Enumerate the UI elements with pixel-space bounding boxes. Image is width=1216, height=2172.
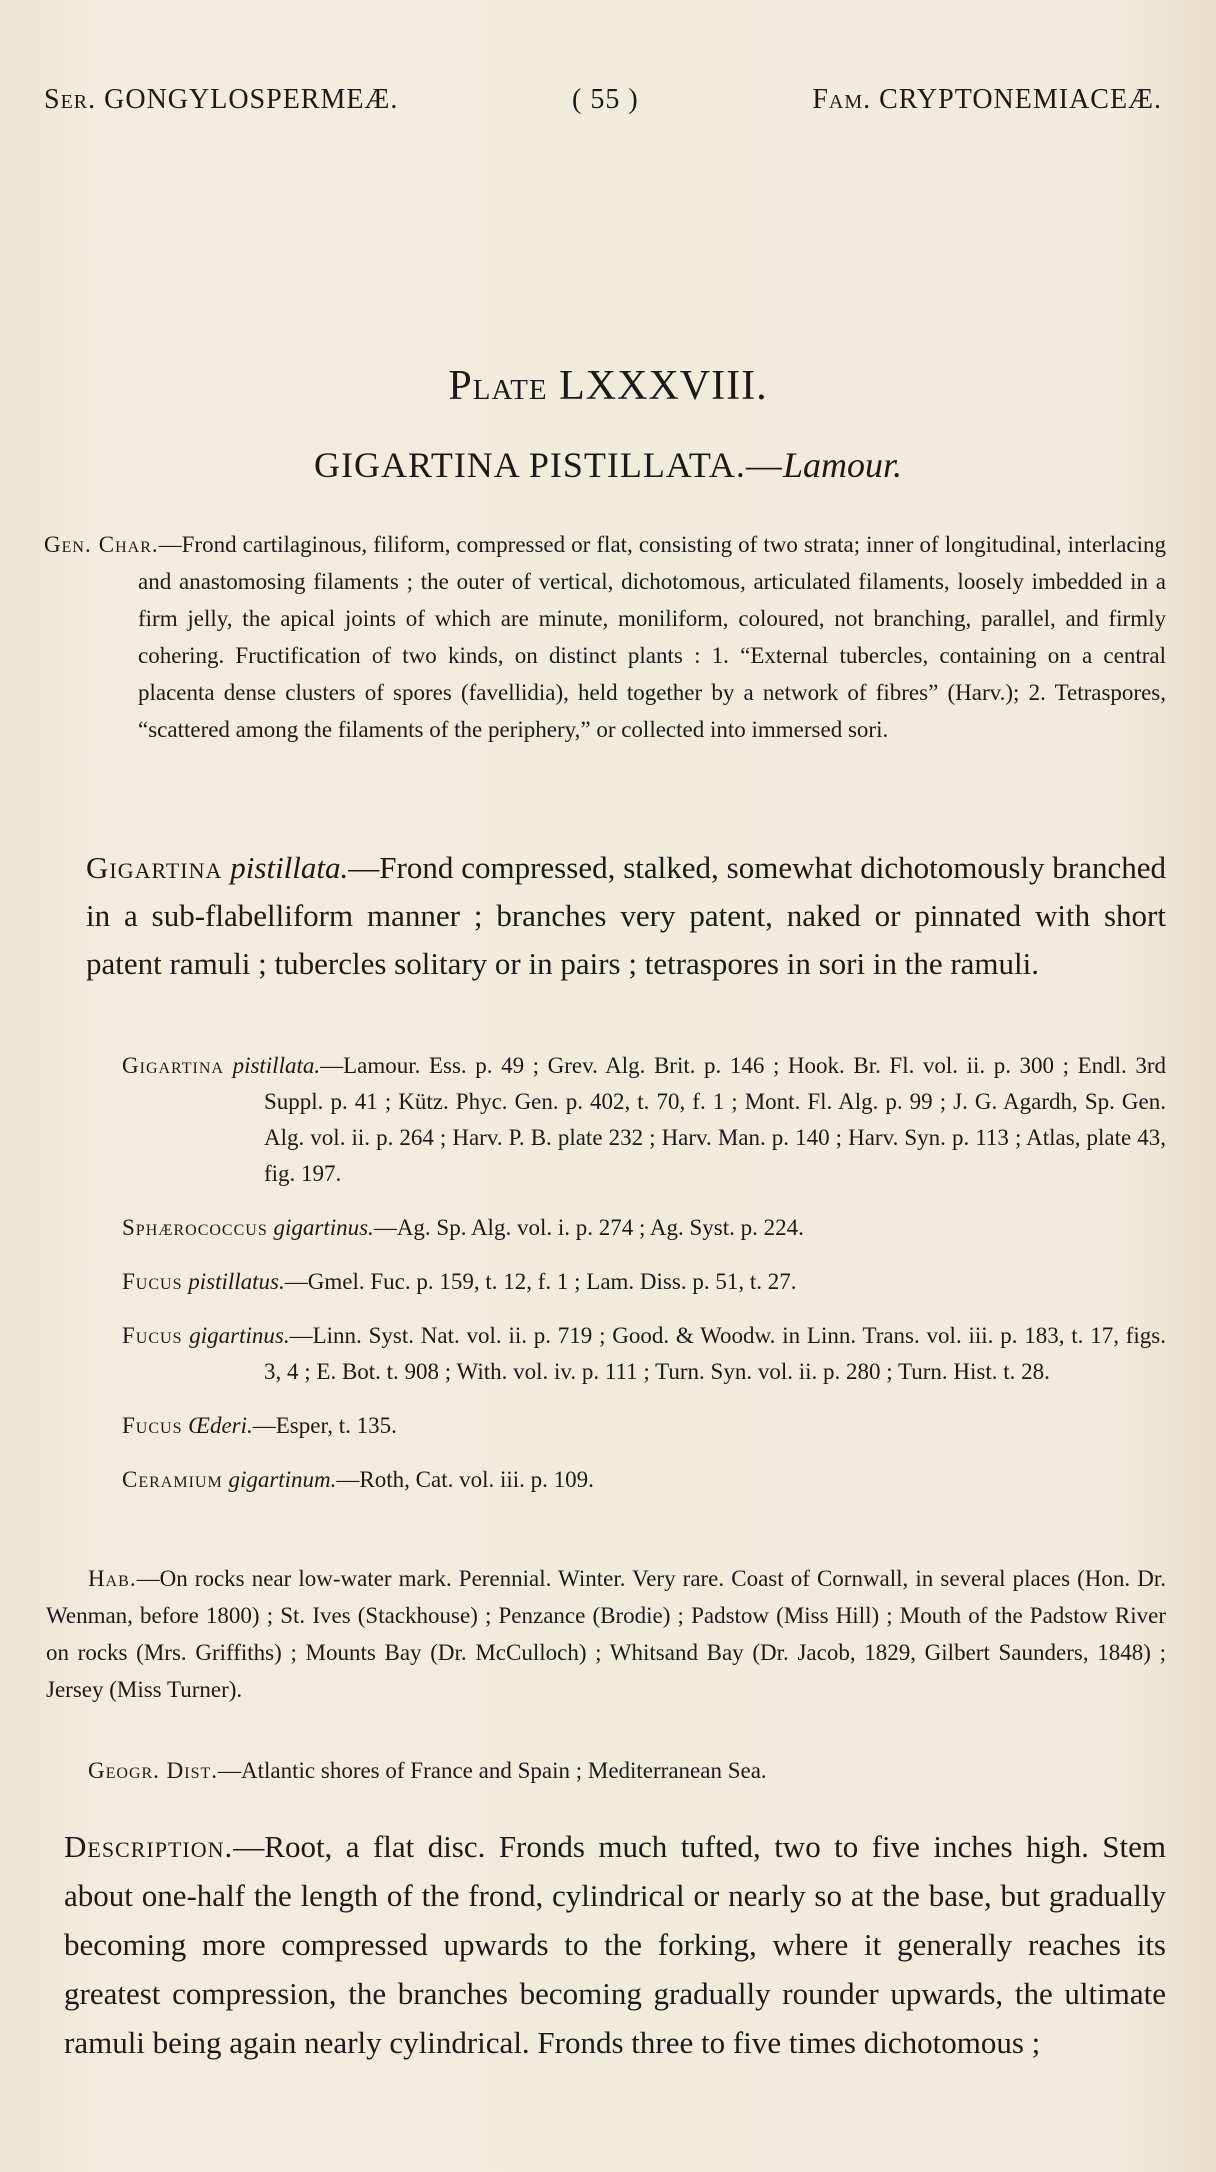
synonym-genus: Sphærococcus	[122, 1215, 268, 1240]
synonym-citation: —Ag. Sp. Alg. vol. i. p. 274 ; Ag. Syst. p. 224.	[373, 1215, 804, 1240]
description-label: Description.	[64, 1829, 234, 1864]
synonym-citation: —Lamour. Ess. p. 49 ; Grev. Alg. Brit. p. 146 ; Hook. Br. Fl. vol. ii. p. 300 ; Endl. 3rd Suppl. p. 41 ; Kütz. Phyc. Gen. p. 402, t. 70, f. 1 ; Mont. Fl. Alg. p. 99 ; J. G. Agardh, Sp. Gen. Alg. vol. ii. p. 264 ; Harv. P. B. plate 232 ; Harv. Man. p. 140 ; Harv. Syn. p. 113 ; Atlas, plate 43, fig. 197.	[264, 1053, 1166, 1186]
synonym-citation: —Esper, t. 135.	[252, 1413, 397, 1438]
diagnosis-genus: Gigartina	[86, 850, 223, 885]
synonym-entry	[122, 1210, 1166, 1246]
synonym-genus: Ceramium	[122, 1467, 223, 1492]
synonym-genus: Fucus	[122, 1413, 183, 1438]
species-title	[0, 444, 1216, 486]
synonym-name: gigartinus.	[189, 1323, 290, 1348]
species-diagnosis	[86, 844, 1166, 988]
generic-character	[44, 526, 1166, 748]
synonym-name: Œderi.	[188, 1413, 253, 1438]
habitat-text: —On rocks near low-water mark. Perennial. Winter. Very rare. Coast of Cornwall, in several places (Hon. Dr. Wenman, before 1800) ; St. Ives (Stackhouse) ; Penzance (Brodie) ; Padstow (Miss Hill) ; Mouth of the Padstow River on rocks (Mrs. Griffiths) ; Mounts Bay (Dr. McCulloch) ; Whitsand Bay (Dr. Jacob, 1829, Gilbert Saunders, 1848) ; Jersey (Miss Turner).	[46, 1566, 1166, 1702]
plate-title: Plate LXXXVIII.	[448, 363, 768, 409]
page-number: ( 55 )	[572, 84, 639, 115]
running-header	[44, 78, 1162, 122]
synonym-entry	[122, 1462, 1166, 1498]
header-series: Ser. GONGYLOSPERMEÆ.	[44, 84, 399, 115]
species-name: GIGARTINA PISTILLATA.—	[314, 445, 783, 485]
synonym-name: pistillatus.	[188, 1269, 285, 1294]
synonym-citation: —Gmel. Fuc. p. 159, t. 12, f. 1 ; Lam. Diss. p. 51, t. 27.	[284, 1269, 797, 1294]
synonym-name: pistillata.	[232, 1053, 321, 1078]
description-text: —Root, a flat disc. Fronds much tufted, two to five inches high. Stem about one-half the length of the frond, cylindrical or nearly so at the base, but gradually becoming more compressed upwards to the forking, where it generally reaches its greatest compression, the branches becoming gradually rounder upwards, the ultimate ramuli being again nearly cylindrical. Fronds three to five times dichotomous ;	[64, 1829, 1166, 2060]
synonymy-list	[122, 1048, 1166, 1516]
description-paragraph	[64, 1822, 1166, 2067]
synonym-entry	[122, 1318, 1166, 1390]
habitat-paragraph	[46, 1560, 1166, 1708]
habitat-label: Hab.	[88, 1566, 137, 1591]
header-family: Fam. CRYPTONEMIACEÆ.	[812, 84, 1162, 115]
synonym-citation: —Linn. Syst. Nat. vol. ii. p. 719 ; Good. & Woodw. in Linn. Trans. vol. iii. p. 183, t. 17, figs. 3, 4 ; E. Bot. t. 908 ; With. vol. iv. p. 111 ; Turn. Syn. vol. ii. p. 280 ; Turn. Hist. t. 28.	[264, 1323, 1166, 1384]
synonym-genus: Gigartina	[122, 1053, 224, 1078]
synonym-genus: Fucus	[122, 1323, 183, 1348]
geogr-label: Geogr. Dist.	[88, 1758, 219, 1783]
synonym-name: gigartinum.	[228, 1467, 337, 1492]
synonym-entry	[122, 1408, 1166, 1444]
diagnosis-epithet: pistillata.	[230, 850, 349, 885]
synonym-entry	[122, 1264, 1166, 1300]
synonym-citation: —Roth, Cat. vol. iii. p. 109.	[336, 1467, 594, 1492]
synonym-genus: Fucus	[122, 1269, 183, 1294]
geographic-distribution	[88, 1752, 1168, 1789]
synonym-name: gigartinus.	[273, 1215, 374, 1240]
geogr-text: —Atlantic shores of France and Spain ; Mediterranean Sea.	[218, 1758, 767, 1783]
synonym-entry	[122, 1048, 1166, 1192]
gen-char-label: Gen. Char.	[44, 532, 159, 557]
diagnosis-text: —Frond compressed, stalked, somewhat dichotomously branched in a sub-flabelliform manner ; branches very patent, naked or pinnated with short patent ramuli ; tubercles solitary or in pairs ; tetraspores in sori in the ramuli.	[86, 850, 1166, 981]
species-authority: Lamour.	[782, 445, 902, 485]
gen-char-text: —Frond cartilaginous, filiform, compressed or flat, consisting of two strata; inner of longitudinal, interlacing and anastomosing filaments ; the outer of vertical, dichotomous, articulated filaments, loosely imbedded in a firm jelly, the apical joints of which are minute, moniliform, coloured, not branching, parallel, and firmly cohering. Fructification of two kinds, on distinct plants : 1. “External tubercles, containing on a central placenta dense clusters of spores (favellidia), held together by a network of fibres” (Harv.); 2. Tetraspores, “scattered among the filaments of the periphery,” or collected into immersed sori.	[138, 532, 1167, 742]
